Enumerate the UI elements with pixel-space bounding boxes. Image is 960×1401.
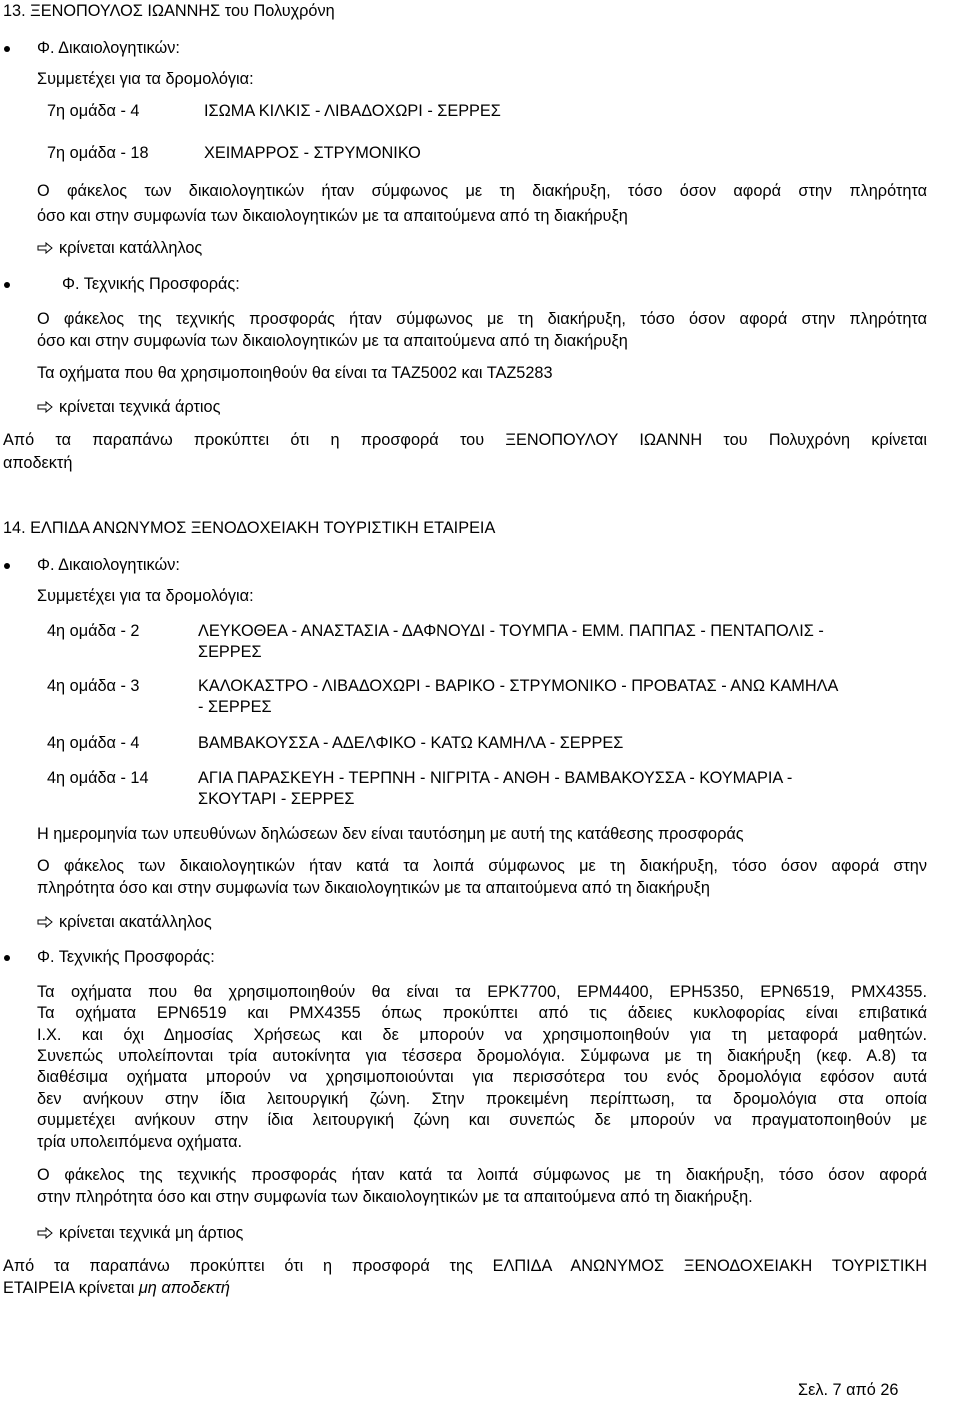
docs-verdict: κρίνεται κατάλληλος [37, 238, 202, 259]
route-name: ΧΕΙΜΑΡΡΟΣ - ΣΤΡΥΜΟΝΙΚΟ [204, 144, 421, 162]
docs-text-line: πληρότητα όσο και στην συμφωνία των δικαιολογητικών με τα απαιτούμενα από τη διακήρυξη [37, 879, 710, 897]
route-name-cont: - ΣΕΡΡΕΣ [198, 698, 272, 716]
tech-para-line: διαθέσιμα οχήματα μπορούν να χρησιμοποιούνται για περισσότερα του ενός δρομολόγια εφόσον αυτά [37, 1068, 927, 1086]
route-group: 4η ομάδα - 2 [47, 622, 140, 640]
section-13-heading: 13. ΞΕΝΟΠΟΥΛΟΣ ΙΩΑΝΝΗΣ του Πολυχρόνη [3, 2, 335, 20]
arrow-right-icon [37, 242, 53, 254]
page-number: Σελ. 7 από 26 [798, 1381, 899, 1399]
docs-verdict: κρίνεται ακατάλληλος [37, 912, 212, 933]
tech-label: Φ. Τεχνικής Προσφοράς: [37, 948, 215, 966]
route-name: ΒΑΜΒΑΚΟΥΣΣΑ - ΑΔΕΛΦΙΚΟ - ΚΑΤΩ ΚΑΜΗΛΑ - ΣΕΡΡΕΣ [198, 734, 624, 752]
conclusion-line [3, 1278, 230, 1299]
docs-text-line: Ο φάκελος των δικαιολογητικών ήταν σύμφωνος με τη διακήρυξη, τόσο όσον αφορά στην πληρότητα [37, 182, 927, 200]
route-group: 4η ομάδα - 3 [47, 677, 140, 695]
docs-text-line: όσο και στην συμφωνία των δικαιολογητικών με τα απαιτούμενα από τη διακήρυξη [37, 207, 628, 225]
conclusion-line: Από τα παραπάνω προκύπτει ότι η προσφορά του ΞΕΝΟΠΟΥΛΟΥ ΙΩΑΝΝΗ του Πολυχρόνη κρίνεται [3, 431, 927, 449]
docs-label: Φ. Δικαιολογητικών: [37, 39, 180, 57]
tech-text-line: όσο και στην συμφωνία των δικαιολογητικών με τα απαιτούμενα από τη διακήρυξη [37, 332, 628, 350]
docs-label: Φ. Δικαιολογητικών: [37, 556, 180, 574]
route-name: ΛΕΥΚΟΘΕΑ - ΑΝΑΣΤΑΣΙΑ - ΔΑΦΝΟΥΔΙ - ΤΟΥΜΠΑ - ΕΜΜ. ΠΑΠΠΑΣ - ΠΕΝΤΑΠΟΛΙΣ - [198, 622, 824, 640]
tech-para-line: Ι.Χ. και όχι Δημοσίας Χρήσεως και δε μπορούν να χρησιμοποιηθούν για τη μεταφορά μαθητών. [37, 1026, 927, 1044]
route-name: ΙΣΩΜΑ ΚΙΛΚΙΣ - ΛΙΒΑΔΟΧΩΡΙ - ΣΕΡΡΕΣ [204, 102, 501, 120]
conclusion-line: αποδεκτή [3, 454, 73, 472]
section-14-heading: 14. ΕΛΠΙΔΑ ΑΝΩΝΥΜΟΣ ΞΕΝΟΔΟΧΕΙΑΚΗ ΤΟΥΡΙΣΤΙΚΗ ΕΤΑΙΡΕΙΑ [3, 519, 496, 537]
tech-text-line: στην πληρότητα όσο και στην συμφωνία των δικαιολογητικών με τα απαιτούμενα από τη διακήρυξη. [37, 1188, 753, 1206]
bullet [4, 46, 10, 52]
bullet [4, 955, 10, 961]
docs-text-line: Ο φάκελος των δικαιολογητικών ήταν κατά τα λοιπά σύμφωνος με τη διακήρυξη, τόσο όσον αφορά στην [37, 857, 927, 875]
route-group: 4η ομάδα - 4 [47, 734, 140, 752]
tech-verdict: κρίνεται τεχνικά μη άρτιος [37, 1223, 243, 1244]
tech-text-line: Ο φάκελος της τεχνικής προσφοράς ήταν σύμφωνος με τη διακήρυξη, τόσο όσον αφορά στην πληρότητα [37, 310, 927, 328]
routes-intro: Συμμετέχει για τα δρομολόγια: [37, 587, 254, 605]
date-note: Η ημερομηνία των υπευθύνων δηλώσεων δεν είναι ταυτόσημη με αυτή της κατάθεσης προσφοράς [37, 825, 744, 843]
arrow-right-icon [37, 1227, 53, 1239]
vehicles-line: Τα οχήματα που θα χρησιμοποιηθούν θα είναι τα ΤΑΖ5002 και ΤΑΖ5283 [37, 364, 553, 382]
arrow-right-icon [37, 401, 53, 413]
route-group: 7η ομάδα - 4 [47, 102, 140, 120]
route-name: ΑΓΙΑ ΠΑΡΑΣΚΕΥΗ - ΤΕΡΠΝΗ - ΝΙΓΡΙΤΑ - ΑΝΘΗ - ΒΑΜΒΑΚΟΥΣΣΑ - ΚΟΥΜΑΡΙΑ - [198, 769, 793, 787]
arrow-right-icon [37, 916, 53, 928]
tech-label: Φ. Τεχνικής Προσφοράς: [62, 275, 240, 293]
tech-para-line: Τα οχήματα που θα χρησιμοποιηθούν θα είναι τα ΕΡΚ7700, ΕΡΜ4400, ΕΡΗ5350, ΕΡΝ6519, ΡΜΧ4355. [37, 983, 927, 1001]
tech-para-line: Τα οχήματα ΕΡΝ6519 και ΡΜΧ4355 όπως προκύπτει από τις άδειες κυκλοφορίας είναι επιβατικά [37, 1004, 927, 1022]
bullet [4, 563, 10, 569]
tech-text-line: Ο φάκελος της τεχνικής προσφοράς ήταν κατά τα λοιπά σύμφωνος με τη διακήρυξη, τόσο όσον αφορά [37, 1166, 927, 1184]
conclusion-text: ΕΤΑΙΡΕΙΑ κρίνεται [3, 1279, 139, 1297]
tech-para-line: τρία υπολειπόμενα οχήματα. [37, 1133, 243, 1151]
conclusion-verdict: μη αποδεκτή [138, 1279, 230, 1297]
route-group: 4η ομάδα - 14 [47, 769, 149, 787]
tech-para-line: Συνεπώς υπολείπονται τρία αυτοκίνητα για τέσσερα δρομολόγια. Σύμφωνα με τη διακήρυξη (κεφ. Α.8) τα [37, 1047, 927, 1065]
route-group: 7η ομάδα - 18 [47, 144, 149, 162]
routes-intro: Συμμετέχει για τα δρομολόγια: [37, 70, 254, 88]
route-name-cont: ΣΕΡΡΕΣ [198, 643, 262, 661]
route-name-cont: ΣΚΟΥΤΑΡΙ - ΣΕΡΡΕΣ [198, 790, 355, 808]
bullet [4, 282, 10, 288]
tech-para-line: συμμετέχει ανήκουν στην ίδια λειτουργική ζώνη και συνεπώς δε μπορούν να πραγματοποιηθούν με [37, 1111, 927, 1129]
tech-verdict: κρίνεται τεχνικά άρτιος [37, 397, 220, 418]
conclusion-line: Από τα παραπάνω προκύπτει ότι η προσφορά της ΕΛΠΙΔΑ ΑΝΩΝΥΜΟΣ ΞΕΝΟΔΟΧΕΙΑΚΗ ΤΟΥΡΙΣΤΙΚΗ [3, 1257, 927, 1275]
tech-para-line: δεν ανήκουν στην ίδια λειτουργική ζώνη. Στην προκειμένη περίπτωση, τα δρομολόγια στα οποία [37, 1090, 927, 1108]
route-name: ΚΑΛΟΚΑΣΤΡΟ - ΛΙΒΑΔΟΧΩΡΙ - ΒΑΡΙΚΟ - ΣΤΡΥΜΟΝΙΚΟ - ΠΡΟΒΑΤΑΣ - ΑΝΩ ΚΑΜΗΛΑ [198, 677, 839, 695]
